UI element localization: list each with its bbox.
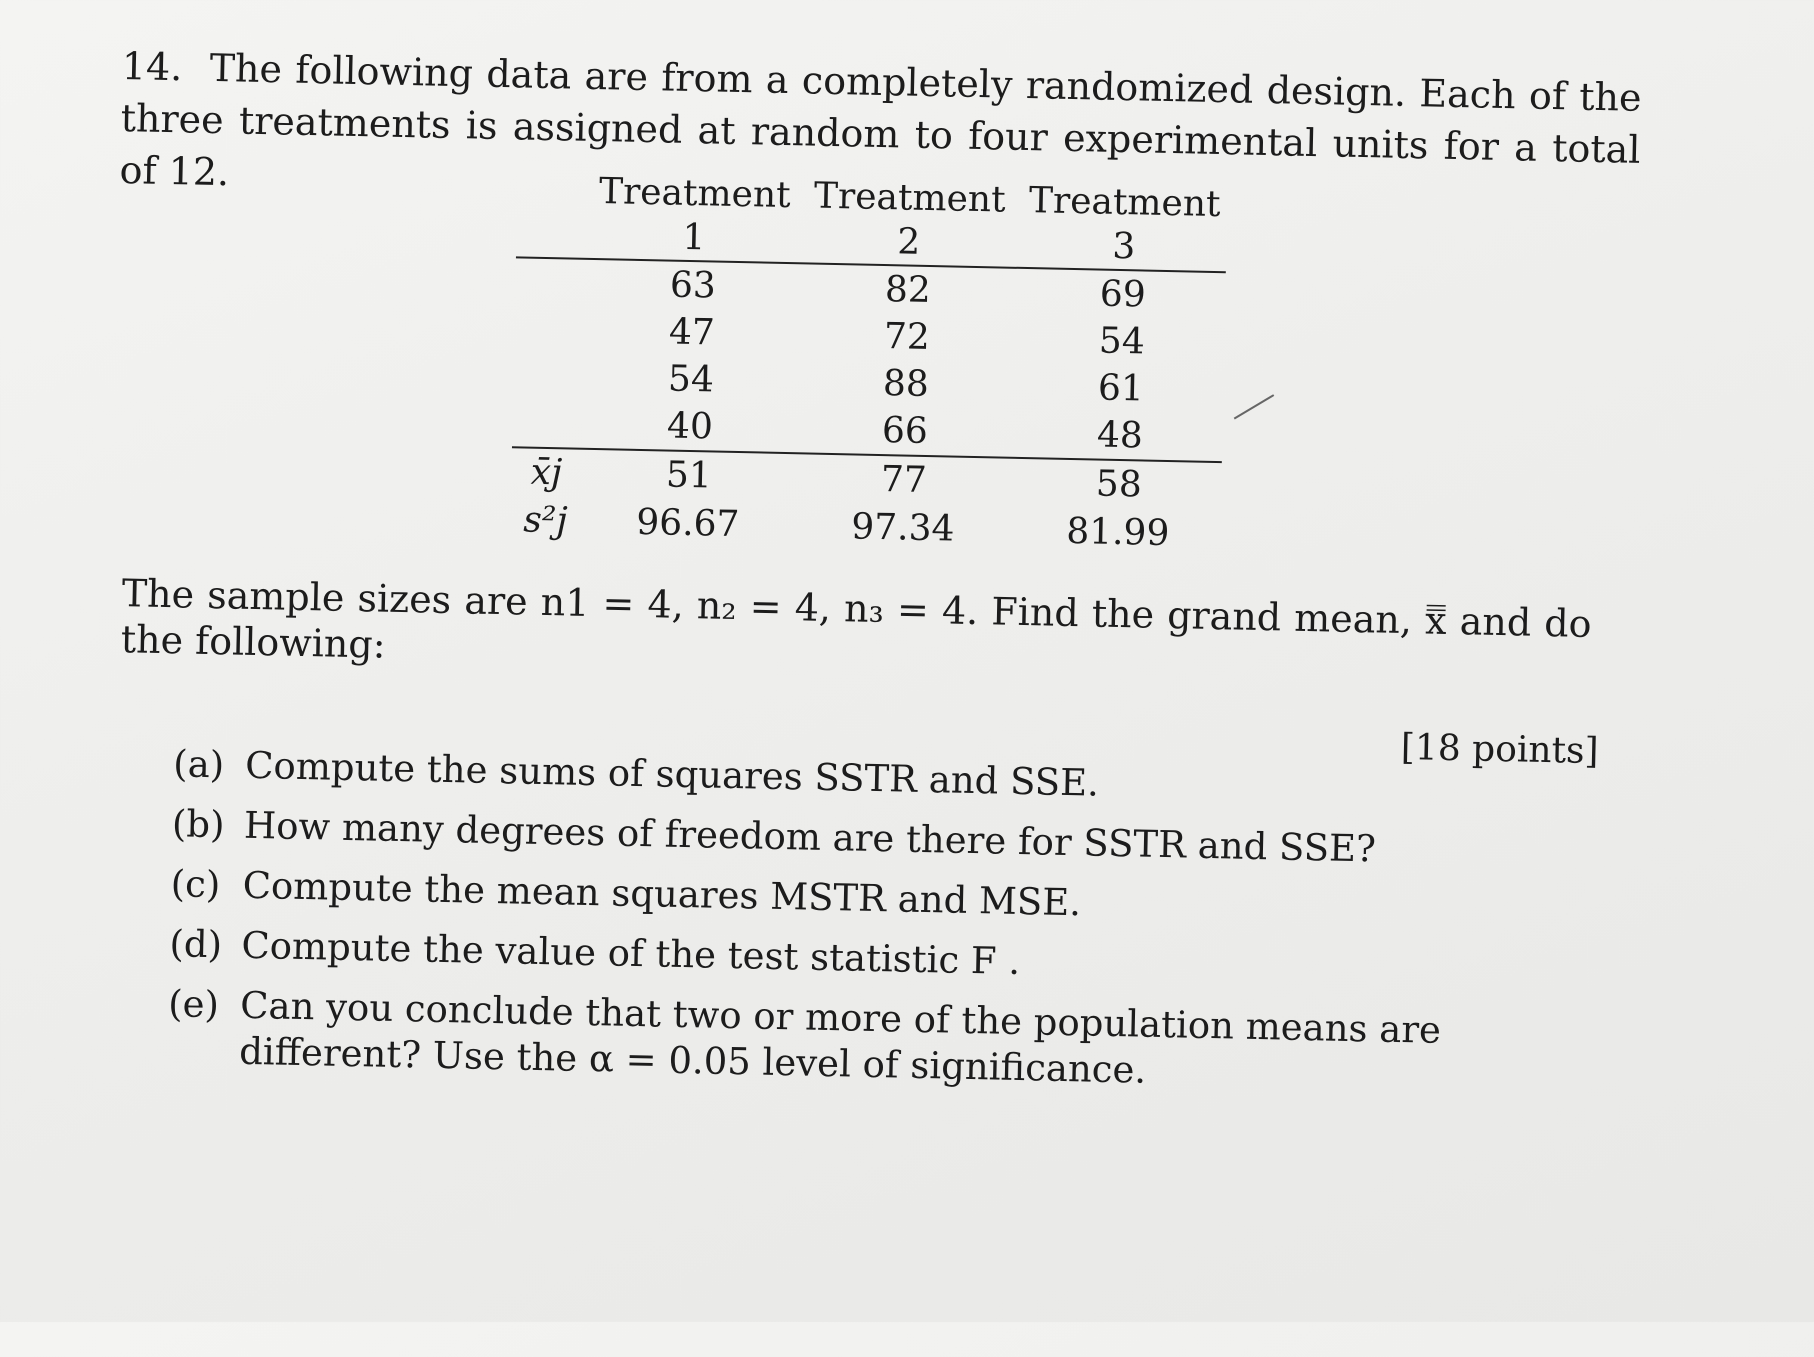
points-label: [18 points] (1400, 726, 1599, 773)
table-cell: 66 (881, 410, 929, 452)
question-text: Compute the value of the test statistic F . (241, 923, 1021, 984)
question-text: How many degrees of freedom are there for SSTR and SSE? (243, 803, 1377, 871)
pencil-tick-mark (1234, 394, 1275, 419)
variance-value: 81.99 (1065, 510, 1170, 555)
question-list (166, 741, 1573, 1116)
problem-intro: The following data are from a completely randomized design. Each of the three treatments is assigned at random to four experimental units for a total of 12. (119, 45, 1643, 195)
variance-value: 97.34 (850, 506, 955, 550)
question-label: (e) (167, 982, 220, 1027)
question-text: Can you conclude that two or more of the population means are different? Use the α = 0.05 level of significance. (238, 983, 1442, 1092)
question-text: Compute the sums of squares SSTR and SSE. (244, 743, 1100, 805)
table-cell: 63 (669, 264, 717, 307)
problem-number: 14. (121, 44, 183, 90)
column-header-treatment-2: Treatment 2 (813, 175, 1006, 263)
question-label: (c) (170, 862, 221, 907)
table-cell: 82 (884, 269, 932, 312)
table-cell: 69 (1099, 273, 1147, 316)
table-cell: 48 (1096, 414, 1144, 457)
table-cell: 88 (882, 363, 930, 406)
variance-value: 96.67 (635, 501, 740, 546)
question-e (167, 981, 1569, 1102)
mean-value: 51 (665, 454, 713, 497)
treatment-data-table (510, 168, 1238, 559)
table-cell: 54 (667, 358, 715, 401)
column-header-treatment-1: Treatment 1 (598, 171, 792, 259)
question-label: (b) (171, 802, 226, 847)
column-header-treatment-3: Treatment 3 (1028, 180, 1221, 268)
table-cell: 54 (1098, 320, 1146, 363)
question-text: Compute the mean squares MSTR and MSE. (242, 863, 1082, 925)
sample-size-text: The sample sizes are n1 = 4, n₂ = 4, n₃ = 4. Find the grand mean, x̿ and do the following: (120, 571, 1592, 667)
table-cell: 61 (1097, 367, 1145, 410)
question-label: (d) (169, 922, 223, 967)
question-label: (a) (172, 742, 225, 787)
table-header-row (586, 170, 1238, 272)
variance-label: s²j (522, 499, 568, 542)
table-cell: 40 (666, 405, 714, 448)
table-cell: 72 (883, 316, 931, 359)
mean-label: x̄j (530, 451, 563, 494)
mean-value: 77 (880, 459, 928, 501)
mean-value: 58 (1095, 463, 1143, 506)
table-cell: 47 (668, 311, 716, 354)
